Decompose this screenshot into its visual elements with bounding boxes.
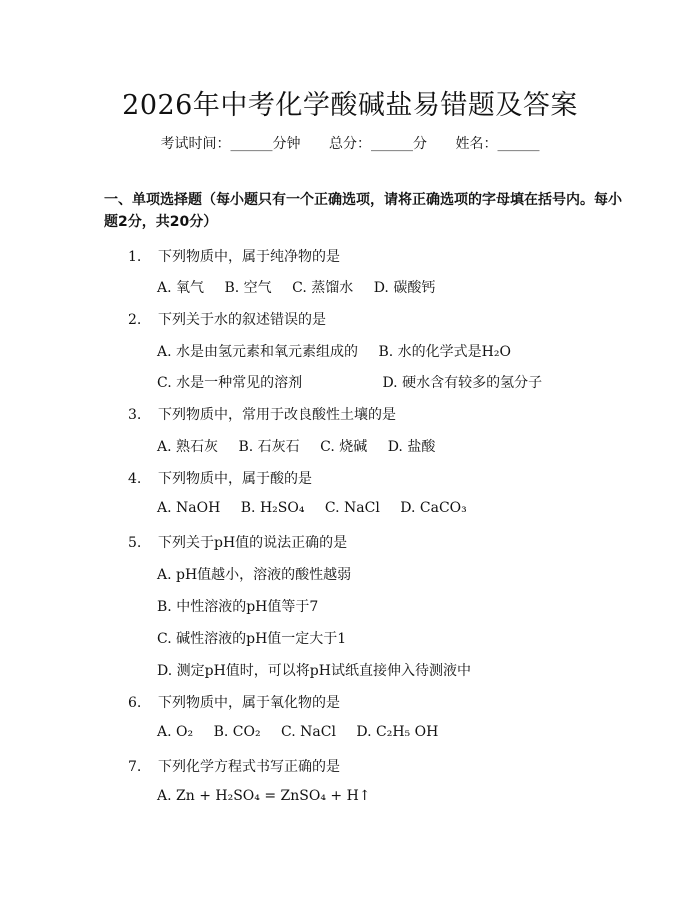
- option: B. CO₂: [213, 724, 261, 740]
- question: [128, 468, 312, 488]
- question-number: 1.: [128, 249, 142, 265]
- question-number: 4.: [128, 471, 142, 487]
- question: [128, 756, 340, 776]
- option-row: [157, 372, 558, 392]
- option: D. 碳酸钙: [373, 280, 436, 296]
- option: C. 烧碱: [320, 439, 368, 455]
- option: A. pH值越小，溶液的酸性越弱: [157, 567, 352, 583]
- option: A. 氧气: [157, 280, 205, 296]
- question: [128, 246, 340, 266]
- option-row: [157, 628, 362, 648]
- option-row: [157, 500, 483, 516]
- option-row: [157, 724, 454, 740]
- question-text: 下列关于水的叙述错误的是: [158, 312, 326, 328]
- option: C. 碱性溶液的pH值一定大于1: [157, 631, 347, 647]
- option: D. 盐酸: [387, 439, 436, 455]
- question-text: 下列化学方程式书写正确的是: [158, 759, 340, 775]
- option: C. 蒸馏水: [292, 280, 354, 296]
- question: [128, 309, 326, 329]
- option: C. NaCl: [281, 724, 336, 740]
- question: [128, 692, 340, 712]
- option-row: [157, 596, 334, 616]
- option: B. H₂SO₄: [240, 500, 305, 516]
- question-number: 6.: [128, 695, 142, 711]
- exam-time-field: 考试时间：______分钟: [160, 136, 301, 152]
- question-text: 下列物质中，属于氧化物的是: [158, 695, 340, 711]
- question-number: 2.: [128, 312, 142, 328]
- exam-info-line: [0, 133, 700, 153]
- question-number: 3.: [128, 407, 142, 423]
- question-text: 下列物质中，常用于改良酸性土壤的是: [158, 407, 396, 423]
- option: A. O₂: [157, 724, 194, 740]
- option-row: [157, 277, 451, 297]
- option: D. CaCO₃: [400, 500, 467, 516]
- name-field: 姓名：______: [455, 136, 540, 152]
- option: A. Zn + H₂SO₄ = ZnSO₄ + H↑: [157, 788, 371, 804]
- option: C. 水是一种常见的溶剂: [157, 375, 303, 391]
- page-title: 2026年中考化学酸碱盐易错题及答案: [122, 90, 578, 121]
- option-row: [157, 788, 387, 804]
- question-text: 下列物质中，属于酸的是: [158, 471, 312, 487]
- question-text: 下列关于pH值的说法正确的是: [158, 535, 348, 551]
- option-row: [157, 341, 527, 361]
- option: A. NaOH: [157, 500, 221, 516]
- option: D. 硬水含有较多的氢分子: [382, 375, 543, 391]
- option: A. 水是由氢元素和氧元素组成的: [157, 344, 359, 360]
- total-score-field: 总分：______分: [329, 136, 427, 152]
- option: B. 中性溶液的pH值等于7: [157, 599, 319, 615]
- question: [128, 404, 396, 424]
- section-heading: 一、单项选择题（每小题只有一个正确选项，请将正确选项的字母填在括号内。每小题2分，共20分）: [104, 192, 622, 230]
- question: [128, 532, 347, 552]
- option-row: [157, 660, 487, 680]
- option: C. NaCl: [324, 500, 380, 516]
- option: D. C₂H₅ OH: [356, 724, 439, 740]
- option: B. 水的化学式是H₂O: [378, 344, 511, 360]
- option-row: [157, 564, 367, 584]
- question-text: 下列物质中，属于纯净物的是: [158, 249, 340, 265]
- option: B. 空气: [224, 280, 272, 296]
- option: B. 石灰石: [238, 439, 300, 455]
- option: D. 测定pH值时，可以将pH试纸直接伸入待测液中: [157, 663, 471, 679]
- question-number: 5.: [128, 535, 142, 551]
- option-row: [157, 436, 451, 456]
- option: A. 熟石灰: [157, 439, 219, 455]
- question-number: 7.: [128, 759, 142, 775]
